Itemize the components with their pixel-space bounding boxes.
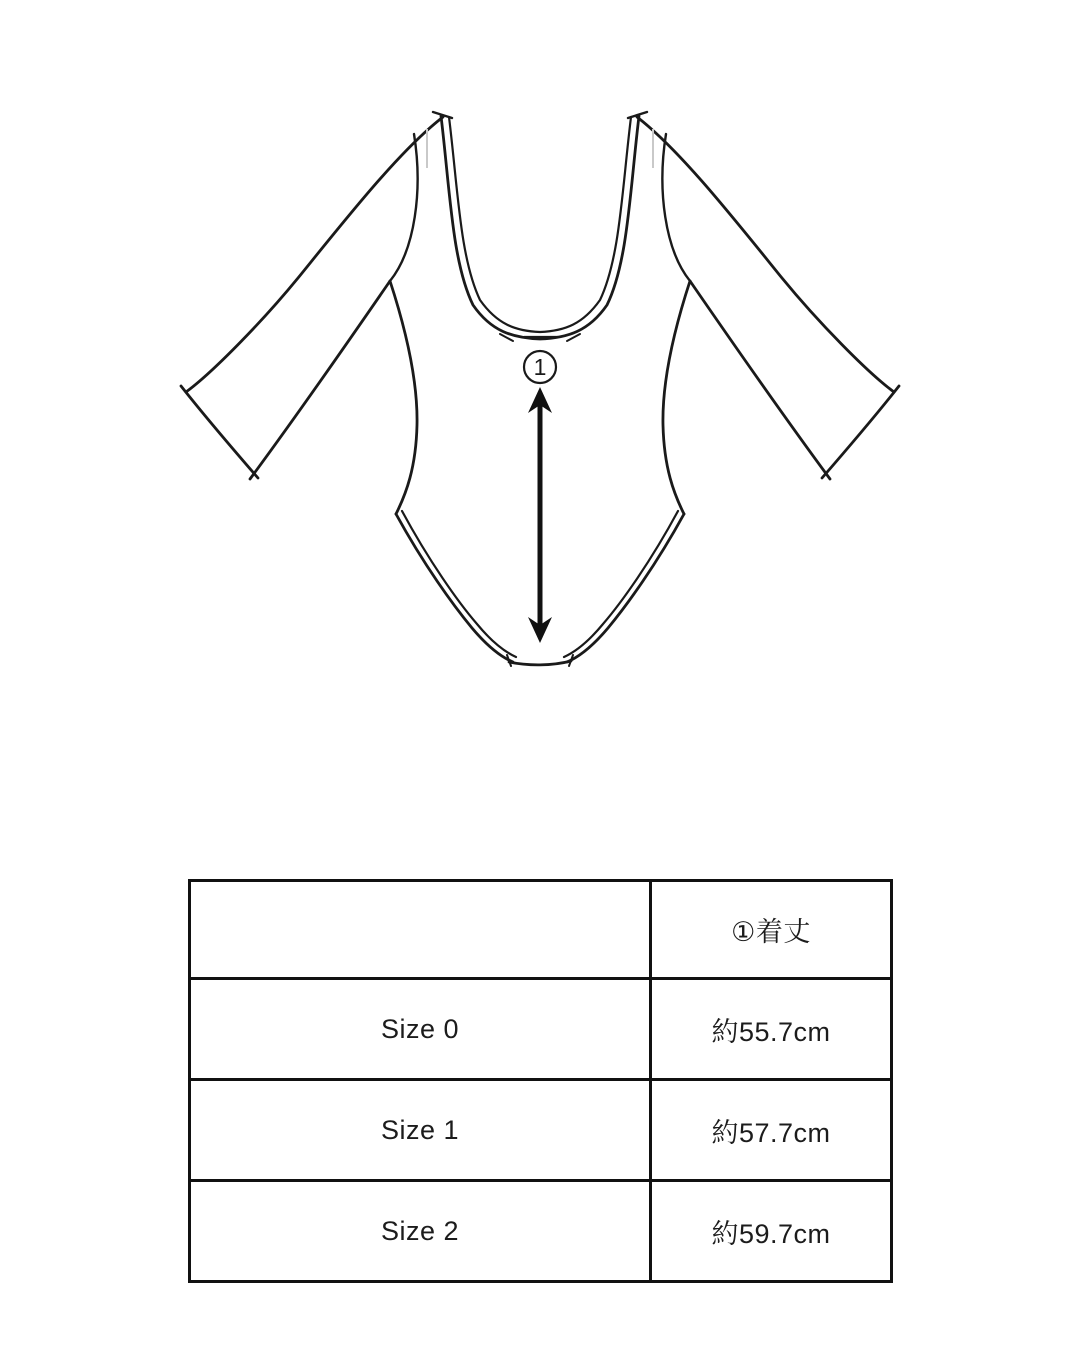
- header-measurement-cell: ①着丈: [651, 881, 892, 979]
- size-table: [188, 879, 893, 1283]
- left-armhole-seam: [390, 134, 418, 281]
- left-leg-edge-inner: [402, 511, 516, 657]
- crotch-line: [509, 661, 571, 665]
- left-sleeve-cuff: [181, 386, 258, 478]
- size-value: 約59.7cm: [651, 1181, 892, 1282]
- neckline-inner: [449, 117, 631, 332]
- right-torso-side: [663, 281, 690, 514]
- size-value: 約55.7cm: [651, 979, 892, 1080]
- left-leg-edge-outer: [396, 514, 513, 662]
- size-label: Size 0: [190, 979, 651, 1080]
- marker-number-label: 1: [533, 354, 547, 380]
- right-sleeve-cuff: [822, 386, 899, 478]
- table-row: [190, 1181, 892, 1282]
- faint-seam-marks: [427, 129, 653, 168]
- left-torso-side: [390, 281, 417, 514]
- size-value: 約57.7cm: [651, 1080, 892, 1181]
- right-leg-edge-outer: [567, 514, 684, 662]
- header-empty-cell: [190, 881, 651, 979]
- arrow-stem: [538, 405, 543, 625]
- neckline-outer: [441, 116, 639, 339]
- table-row: [190, 1080, 892, 1181]
- table-header-row: [190, 881, 892, 979]
- size-label: Size 1: [190, 1080, 651, 1181]
- measurement-marker: [524, 351, 556, 383]
- table-row: [190, 979, 892, 1080]
- measurement-arrow: [528, 387, 552, 643]
- size-label: Size 2: [190, 1181, 651, 1282]
- right-leg-edge-inner: [564, 511, 678, 657]
- right-armhole-seam: [662, 134, 690, 281]
